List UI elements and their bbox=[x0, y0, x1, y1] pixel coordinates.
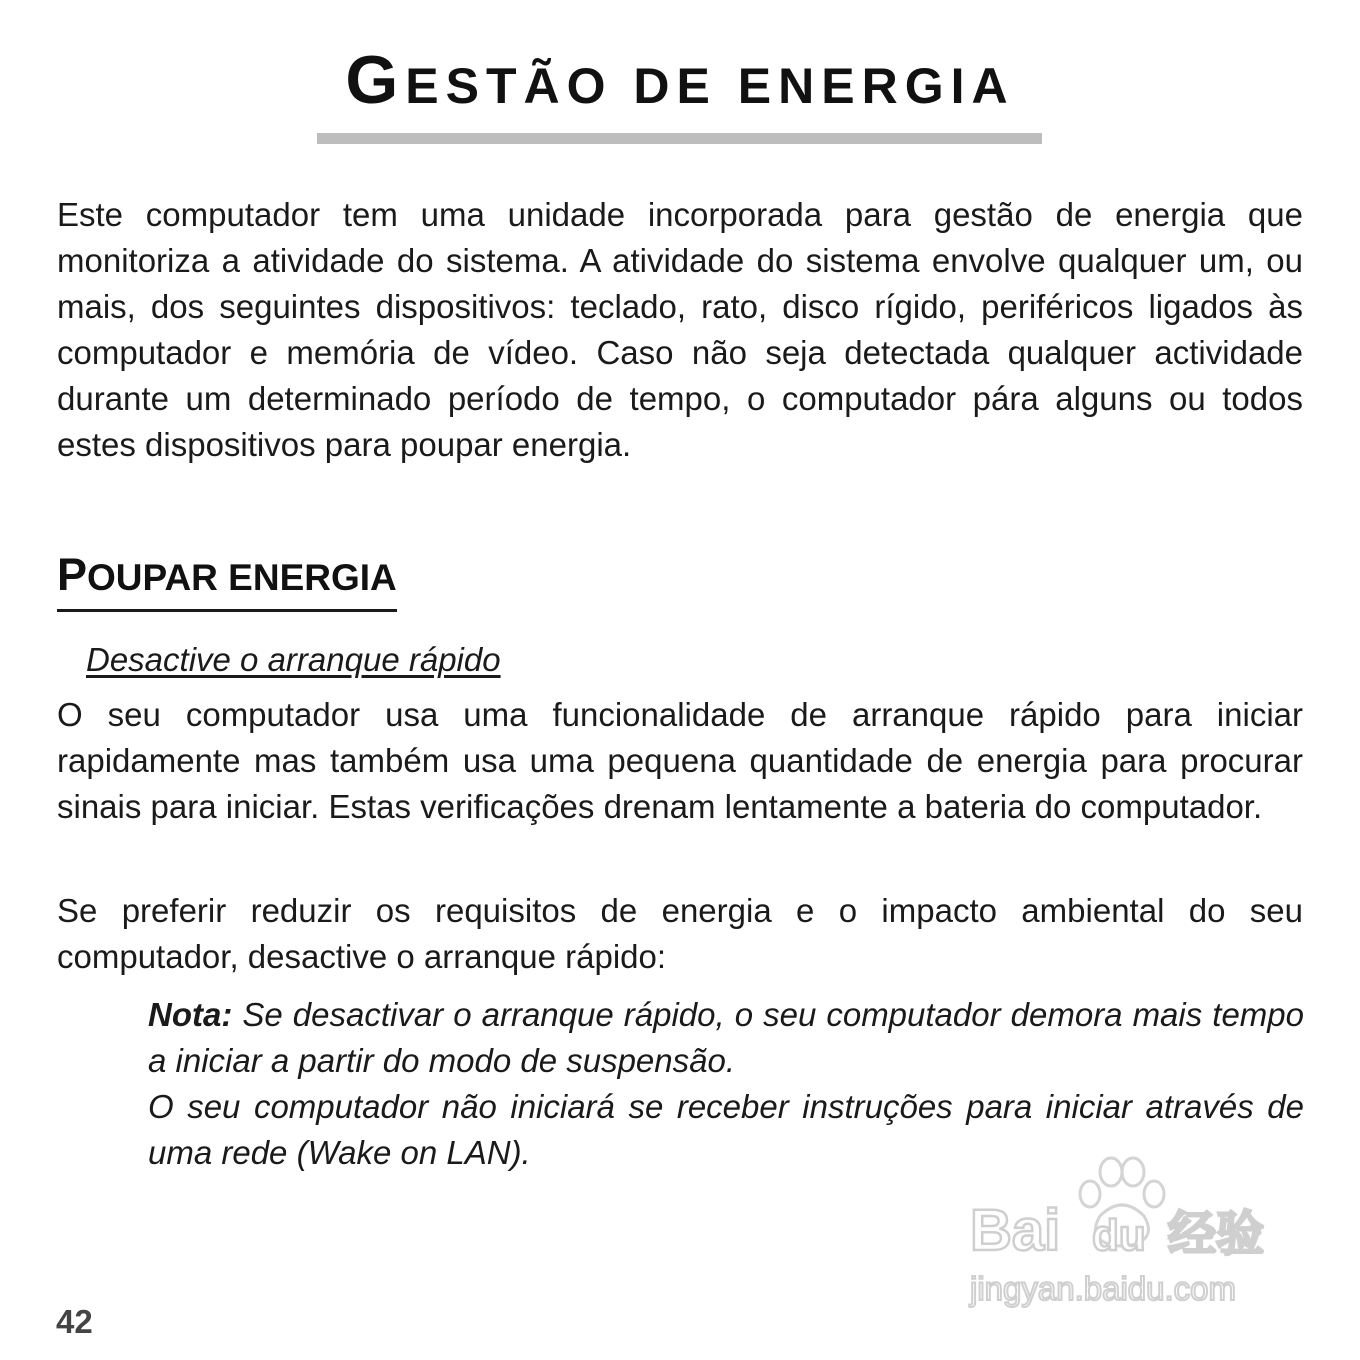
page-number: 42 bbox=[56, 1303, 93, 1340]
note-label: Nota: bbox=[148, 996, 233, 1033]
title-divider bbox=[317, 133, 1042, 144]
body-paragraph-2: Se preferir reduzir os requisitos de energia e o impacto ambiental do seu computador, desactive o arranque rápido: bbox=[57, 892, 1303, 975]
note-text-1: Se desactivar o arranque rápido, o seu computador demora mais tempo a iniciar a partir do modo de suspensão. bbox=[148, 996, 1305, 1079]
section-heading-rest: OUPAR ENERGIA bbox=[87, 557, 397, 598]
watermark-brand-left: Bai bbox=[970, 1198, 1061, 1263]
title-rest: ESTÃO DE ENERGIA bbox=[405, 58, 1015, 114]
note-line-1 bbox=[148, 992, 1304, 1084]
section-heading bbox=[57, 546, 397, 612]
intro-paragraph: Este computador tem uma unidade incorporada para gestão de energia que monitoriza a atividade do sistema. A atividade do sistema envolve qualquer um, ou mais, dos seguintes dispositivos: teclado, rato, disco rígido, periféricos ligados às computador e memória de vídeo. Caso não seja detectada qualquer actividade durante um determinado período de tempo, o computador pára alguns ou todos estes dispositivos para poupar energia. bbox=[57, 196, 1303, 463]
baidu-jingyan-watermark bbox=[940, 1150, 1290, 1320]
note-block bbox=[148, 992, 1304, 1176]
page-title bbox=[0, 40, 1360, 126]
note-line-2: O seu computador não iniciará se receber instruções para iniciar através de uma rede (Wake on LAN). bbox=[148, 1088, 1304, 1171]
watermark-brand-right: du bbox=[1092, 1211, 1146, 1260]
body-paragraph-1: O seu computador usa uma funcionalidade de arranque rápido para iniciar rapidamente mas também usa uma pequena quantidade de energia para procurar sinais para iniciar. Estas verificações drenam lentamente a bateria do computador. bbox=[57, 696, 1303, 825]
section-heading-first-letter: P bbox=[57, 549, 88, 600]
watermark-url: jingyan.baidu.com bbox=[970, 1270, 1236, 1307]
watermark-brand-cn: 经验 bbox=[1168, 1206, 1265, 1262]
title-first-letter: G bbox=[345, 42, 406, 118]
subheading: Desactive o arranque rápido bbox=[86, 641, 501, 678]
